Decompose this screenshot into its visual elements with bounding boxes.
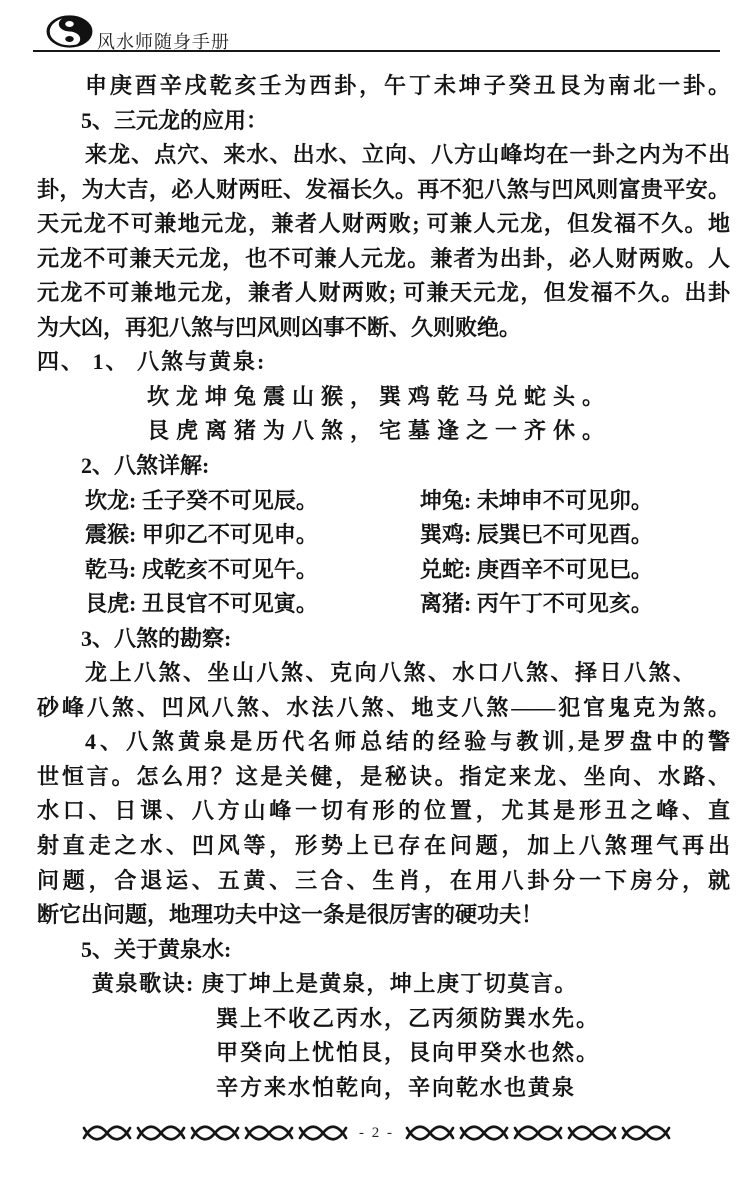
table-cell: 艮虎: 丑艮官不可见寅。	[85, 591, 318, 617]
text-line: 申庚酉辛戌乾亥壬为西卦，午丁未坤子癸丑艮为南北一卦。	[85, 73, 730, 98]
text-line: 4、八煞黄泉是历代名师总结的经验与教训,是罗盘中的警	[85, 729, 730, 755]
ornament-group-left	[80, 1122, 350, 1144]
header-divider	[33, 50, 720, 52]
text-line: 5、关于黄泉水:	[81, 936, 232, 962]
table-cell: 离猪: 丙午丁不可见亥。	[420, 591, 653, 617]
text-line: 来龙、点穴、来水、出水、立向、八方山峰均在一卦之内为不出	[85, 142, 730, 168]
text-line: 2、八煞详解:	[81, 453, 210, 479]
text-line: 巽上不收乙丙水，乙丙须防巽水先。	[216, 1005, 601, 1031]
page-footer	[0, 1122, 753, 1144]
swirl-ornament-icon	[619, 1122, 673, 1144]
ornament-group-right	[403, 1122, 673, 1144]
text-line: 四、 1、 八煞与黄泉:	[37, 349, 267, 375]
text-line: 元龙不可兼地元龙，兼者人财两败; 可兼天元龙，但发福不久。出卦	[37, 280, 730, 306]
table-row	[37, 518, 730, 553]
table-cell: 乾马: 戌乾亥不可见午。	[85, 556, 318, 582]
table-row	[37, 484, 730, 519]
table-cell: 震猴: 甲卯乙不可见申。	[85, 522, 318, 548]
table-cell: 巽鸡: 辰巽巳不可见酉。	[420, 522, 653, 548]
text-line: 世恒言。怎么用？这是关健，是秘诀。指定来龙、坐向、水路、	[37, 763, 730, 789]
page-number: - 2 -	[359, 1124, 394, 1141]
swirl-ornament-icon	[296, 1122, 350, 1144]
text-line: 艮虎离猪为八煞，宅墓逢之一齐休。	[147, 418, 612, 444]
document-body	[37, 69, 730, 1105]
swirl-ornament-icon	[134, 1122, 188, 1144]
table-row	[37, 587, 730, 622]
text-line: 射直走之水、凹风等，形势上已存在问题，加上八煞理气再出	[37, 833, 730, 859]
swirl-ornament-icon	[80, 1122, 134, 1144]
swirl-ornament-icon	[511, 1122, 565, 1144]
page-title: 风水师随身手册	[97, 32, 230, 52]
text-line: 甲癸向上忧怕艮，艮向甲癸水也然。	[216, 1040, 601, 1066]
table-cell: 兑蛇: 庚酉辛不可见巳。	[420, 556, 653, 582]
text-line: 龙上八煞、坐山八煞、克向八煞、水口八煞、择日八煞、	[85, 660, 698, 686]
table-row	[37, 553, 730, 588]
text-line: 卦，为大吉，必人财两旺、发福长久。再不犯八煞与凹风则富贵平安。	[37, 176, 730, 202]
swirl-ornament-icon	[457, 1122, 511, 1144]
text-line: 黄泉歌诀: 庚丁坤上是黄泉，坤上庚丁切莫言。	[92, 971, 578, 997]
swirl-ornament-icon	[242, 1122, 296, 1144]
text-line: 水口、日课、八方山峰一切有形的位置，尤其是形丑之峰、直	[37, 798, 730, 824]
swirl-ornament-icon	[565, 1122, 619, 1144]
text-line: 坎龙坤兔震山猴，巽鸡乾马兑蛇头。	[147, 383, 612, 409]
table-cell: 坤兔: 未坤申不可见卯。	[420, 487, 653, 513]
text-line: 问题，合退运、五黄、三合、生肖，在用八卦分一下房分，就	[37, 867, 730, 893]
text-line: 为大凶，再犯八煞与凹风则凶事不断、久则败绝。	[37, 314, 522, 340]
swirl-ornament-icon	[188, 1122, 242, 1144]
text-line: 断它出问题，地理功夫中这一条是很厉害的硬功夫！	[37, 902, 544, 928]
swirl-ornament-icon	[403, 1122, 457, 1144]
text-line: 天元龙不可兼地元龙，兼者人财两败; 可兼人元龙，但发福不久。地	[37, 211, 730, 237]
table-cell: 坎龙: 壬子癸不可见辰。	[85, 487, 318, 513]
text-line: 砂峰八煞、凹风八煞、水法八煞、地支八煞——犯官鬼克为煞。	[37, 694, 730, 720]
text-line: 元龙不可兼天元龙，也不可兼人元龙。兼者为出卦，必人财两败。人	[37, 245, 730, 271]
yin-yang-icon	[46, 15, 93, 48]
text-line: 3、八煞的勘察:	[81, 625, 232, 651]
text-line: 辛方来水怕乾向，辛向乾水也黄泉	[216, 1074, 577, 1100]
text-line: 5、三元龙的应用：	[81, 107, 269, 133]
